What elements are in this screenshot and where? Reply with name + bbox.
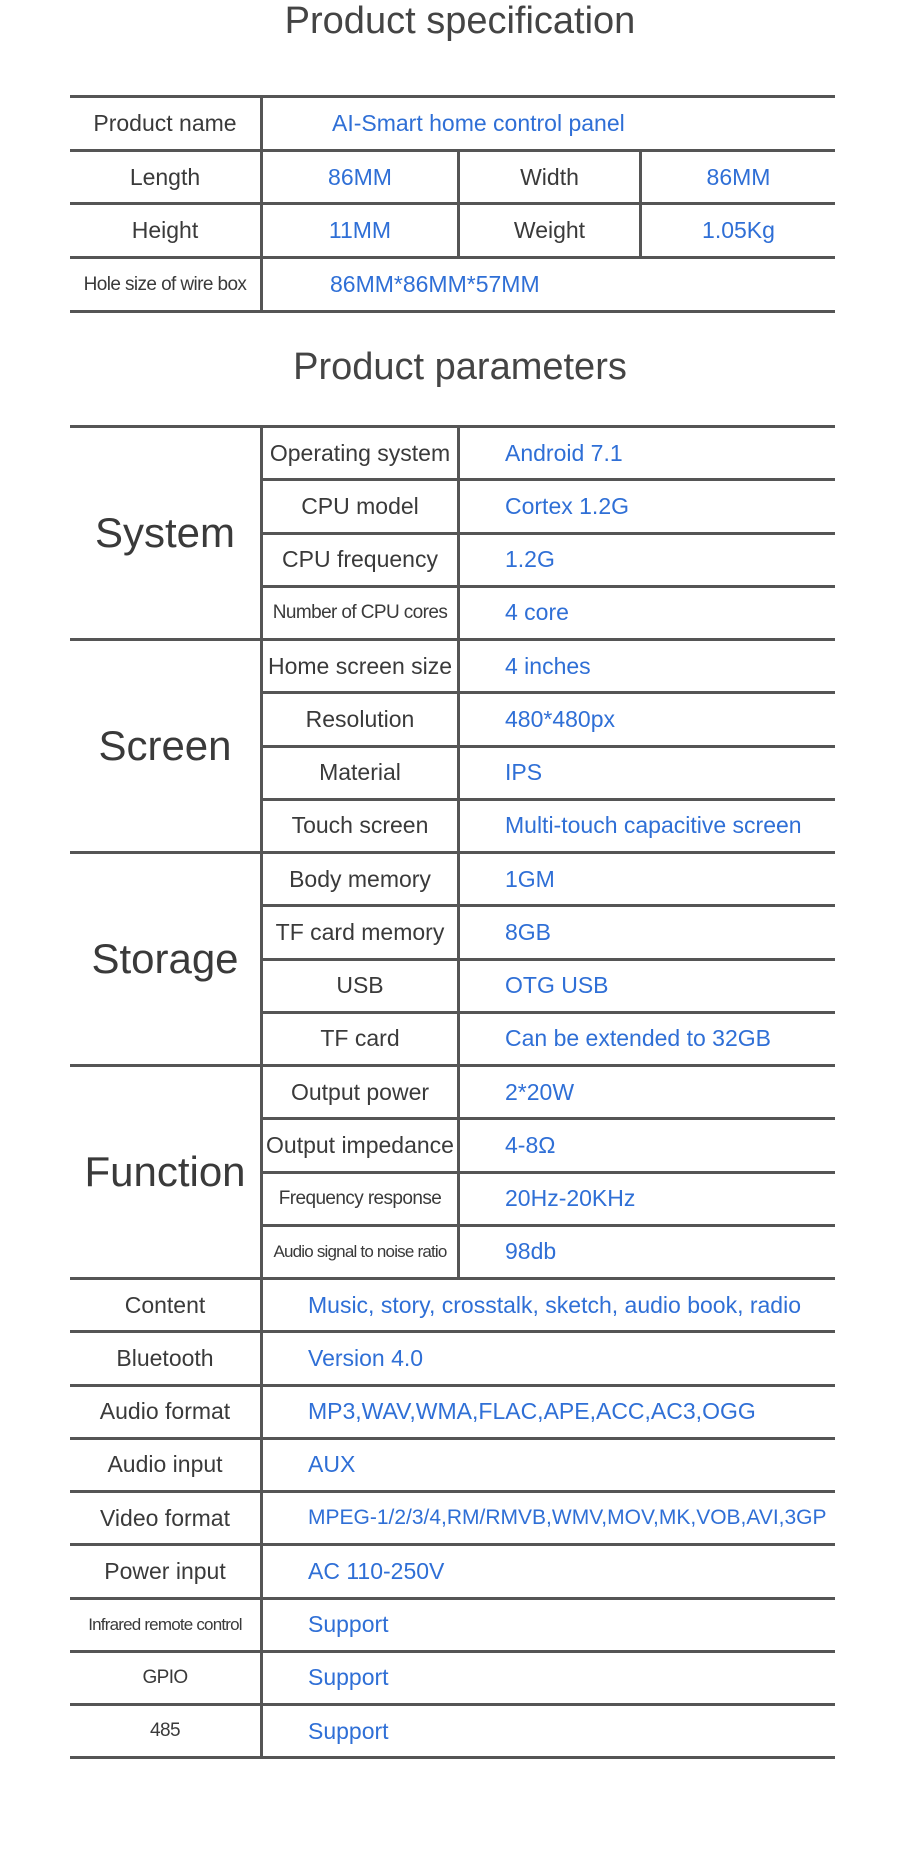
spec-rule [70,310,835,313]
param-value: 1GM [505,865,555,892]
param-label: Audio signal to noise ratio [273,1241,447,1261]
group-label-screen: Screen [98,722,232,769]
param-label: Content [124,1291,206,1318]
param-label: Audio format [99,1398,231,1425]
param-value: Music, story, crosstalk, sketch, audio book, radio [308,1291,801,1318]
param-value: MP3,WAV,WMA,FLAC,APE,ACC,AC3,OGG [308,1398,756,1425]
params-divider [260,1650,263,1705]
param-label: Resolution [305,705,415,732]
param-value: 4 core [505,599,569,626]
param-label: 485 [150,1720,180,1742]
height-label: Height [131,217,199,243]
param-value: Version 4.0 [308,1344,424,1371]
hole-size-value: 86MM*86MM*57MM [330,271,540,297]
param-value: Multi-touch capacitive screen [505,812,802,839]
param-value: 8GB [505,918,552,945]
group-label-function: Function [84,1148,246,1195]
param-label: USB [336,972,384,999]
param-label: Bluetooth [116,1344,214,1371]
params-divider [260,1437,263,1492]
params-divider [260,1543,263,1598]
param-value: AC 110-250V [308,1557,445,1584]
param-value: 98db [505,1238,557,1265]
param-value: 480*480px [505,705,615,732]
param-label: Touch screen [291,812,429,839]
param-value: 20Hz-20KHz [505,1185,636,1212]
param-label: GPIO [142,1666,188,1688]
param-value: Can be extended to 32GB [505,1025,771,1052]
param-value: 4 inches [505,652,591,679]
param-label: Home screen size [267,652,453,679]
product-name-value: AI-Smart home control panel [332,110,625,136]
params-divider [260,1490,263,1545]
param-label: Output power [290,1078,430,1105]
param-value: Android 7.1 [505,439,623,466]
weight-label: Weight [513,217,586,243]
width-label: Width [520,163,579,190]
spec-divider [260,95,263,312]
product-name-label: Product name [93,110,237,136]
param-label: Infrared remote control [88,1614,242,1634]
param-value: Support [308,1717,389,1744]
spec-title: Product specification [284,0,636,42]
param-label: Frequency response [278,1187,442,1209]
length-value: 86MM [328,163,392,190]
param-label: Material [319,759,401,786]
params-divider [260,1330,263,1385]
length-label: Length [129,163,201,190]
param-value: IPS [505,759,543,786]
param-value: Support [308,1664,389,1691]
group-label-storage: Storage [91,935,239,982]
params-divider [260,1597,263,1652]
param-value: 1.2G [505,546,555,573]
params-title: Product parameters [293,346,627,388]
param-value: AUX [308,1451,356,1478]
param-value: Support [308,1611,389,1638]
param-label: TF card memory [275,918,445,945]
param-value: Cortex 1.2G [505,492,629,519]
params-divider [260,1384,263,1439]
param-label: Power input [104,1557,226,1584]
param-label: Output impedance [266,1131,454,1158]
param-value: MPEG-1/2/3/4,RM/RMVB,WMV,MOV,MK,VOB,AVI,3GP [308,1506,827,1530]
params-divider [260,1277,263,1332]
group-label-system: System [94,509,236,556]
param-label: Body memory [289,865,431,892]
height-value: 11MM [328,217,392,243]
param-label: Video format [100,1504,230,1531]
param-value: OTG USB [505,972,609,999]
param-label: Number of CPU cores [272,601,448,623]
width-value: 86MM [706,163,771,190]
param-value: 4-8Ω [505,1131,556,1158]
params-rule [70,1756,835,1759]
weight-value: 1.05Kg [702,217,775,243]
params-divider [260,1703,263,1758]
param-label: CPU frequency [282,546,438,573]
hole-size-label: Hole size of wire box [83,273,247,295]
param-label: Audio input [107,1451,223,1478]
param-label: Operating system [269,439,451,466]
param-label: CPU model [301,492,419,519]
param-label: TF card [320,1025,400,1052]
param-value: 2*20W [505,1078,575,1105]
